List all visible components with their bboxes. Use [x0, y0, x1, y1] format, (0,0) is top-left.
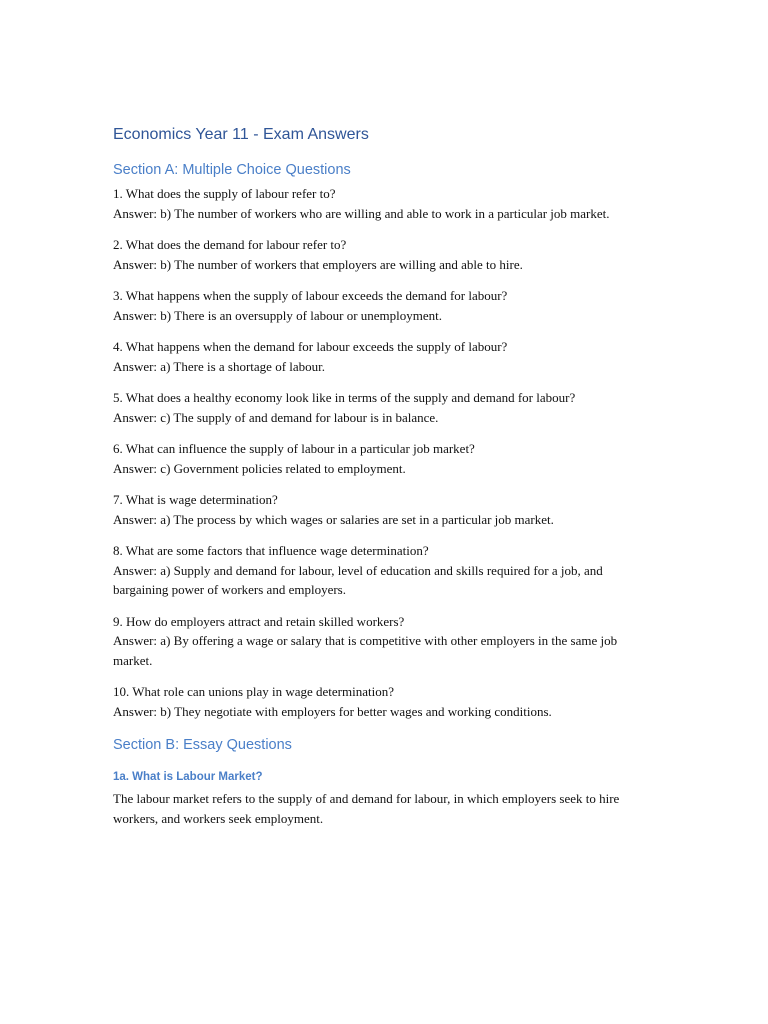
question-text: 3. What happens when the supply of labour exceeds the demand for labour?	[113, 288, 508, 303]
question-text: 1. What does the supply of labour refer to?	[113, 186, 336, 201]
question-item	[113, 682, 653, 721]
question-text: 5. What does a healthy economy look like in terms of the supply and demand for labour?	[113, 390, 576, 405]
answer-text: Answer: a) There is a shortage of labour.	[113, 358, 326, 374]
question-item	[113, 337, 653, 376]
answer-text: Answer: c) The supply of and demand for labour is in balance.	[113, 409, 439, 425]
answer-text: Answer: b) The number of workers that employers are willing and able to hire.	[113, 256, 523, 272]
answer-text: Answer: b) There is an oversupply of labour or unemployment.	[113, 307, 443, 323]
answer-text: Answer: a) The process by which wages or salaries are set in a particular job market.	[113, 511, 554, 527]
essay-question-heading: 1a. What is Labour Market?	[113, 771, 263, 783]
question-item	[113, 388, 653, 427]
question-item	[113, 612, 653, 671]
question-list	[113, 184, 653, 721]
answer-text: Answer: c) Government policies related to employment.	[113, 460, 406, 476]
question-text: 9. How do employers attract and retain skilled workers?	[113, 613, 405, 629]
question-text: 4. What happens when the demand for labour exceeds the supply of labour?	[113, 339, 508, 354]
question-text: 6. What can influence the supply of labour in a particular job market?	[113, 441, 475, 456]
question-item	[113, 235, 653, 274]
answer-text: Answer: a) Supply and demand for labour, level of education and skills required for a job, and bargaining power of workers and employers.	[113, 562, 603, 597]
document-title: Economics Year 11 - Exam Answers	[113, 126, 369, 143]
question-text: 2. What does the demand for labour refer to?	[113, 237, 347, 252]
answer-text: Answer: b) They negotiate with employers for better wages and working conditions.	[113, 703, 552, 719]
question-text: 8. What are some factors that influence wage determination?	[113, 543, 429, 558]
question-item	[113, 439, 653, 478]
question-text: 7. What is wage determination?	[113, 492, 278, 507]
question-item	[113, 184, 653, 223]
section-b	[113, 735, 653, 829]
question-item	[113, 490, 653, 529]
answer-text: Answer: b) The number of workers who are willing and able to work in a particular job market.	[113, 205, 610, 221]
section-b-heading: Section B: Essay Questions	[113, 737, 292, 753]
question-item	[113, 541, 653, 600]
essay-answer-text: The labour market refers to the supply of and demand for labour, in which employers seek to hire workers, and workers seek employment.	[113, 791, 620, 826]
question-item	[113, 286, 653, 325]
document-content	[113, 124, 653, 829]
section-a-heading: Section A: Multiple Choice Questions	[113, 162, 351, 178]
answer-text: Answer: a) By offering a wage or salary that is competitive with other employers in the same job market.	[113, 633, 618, 668]
question-text: 10. What role can unions play in wage determination?	[113, 684, 394, 699]
